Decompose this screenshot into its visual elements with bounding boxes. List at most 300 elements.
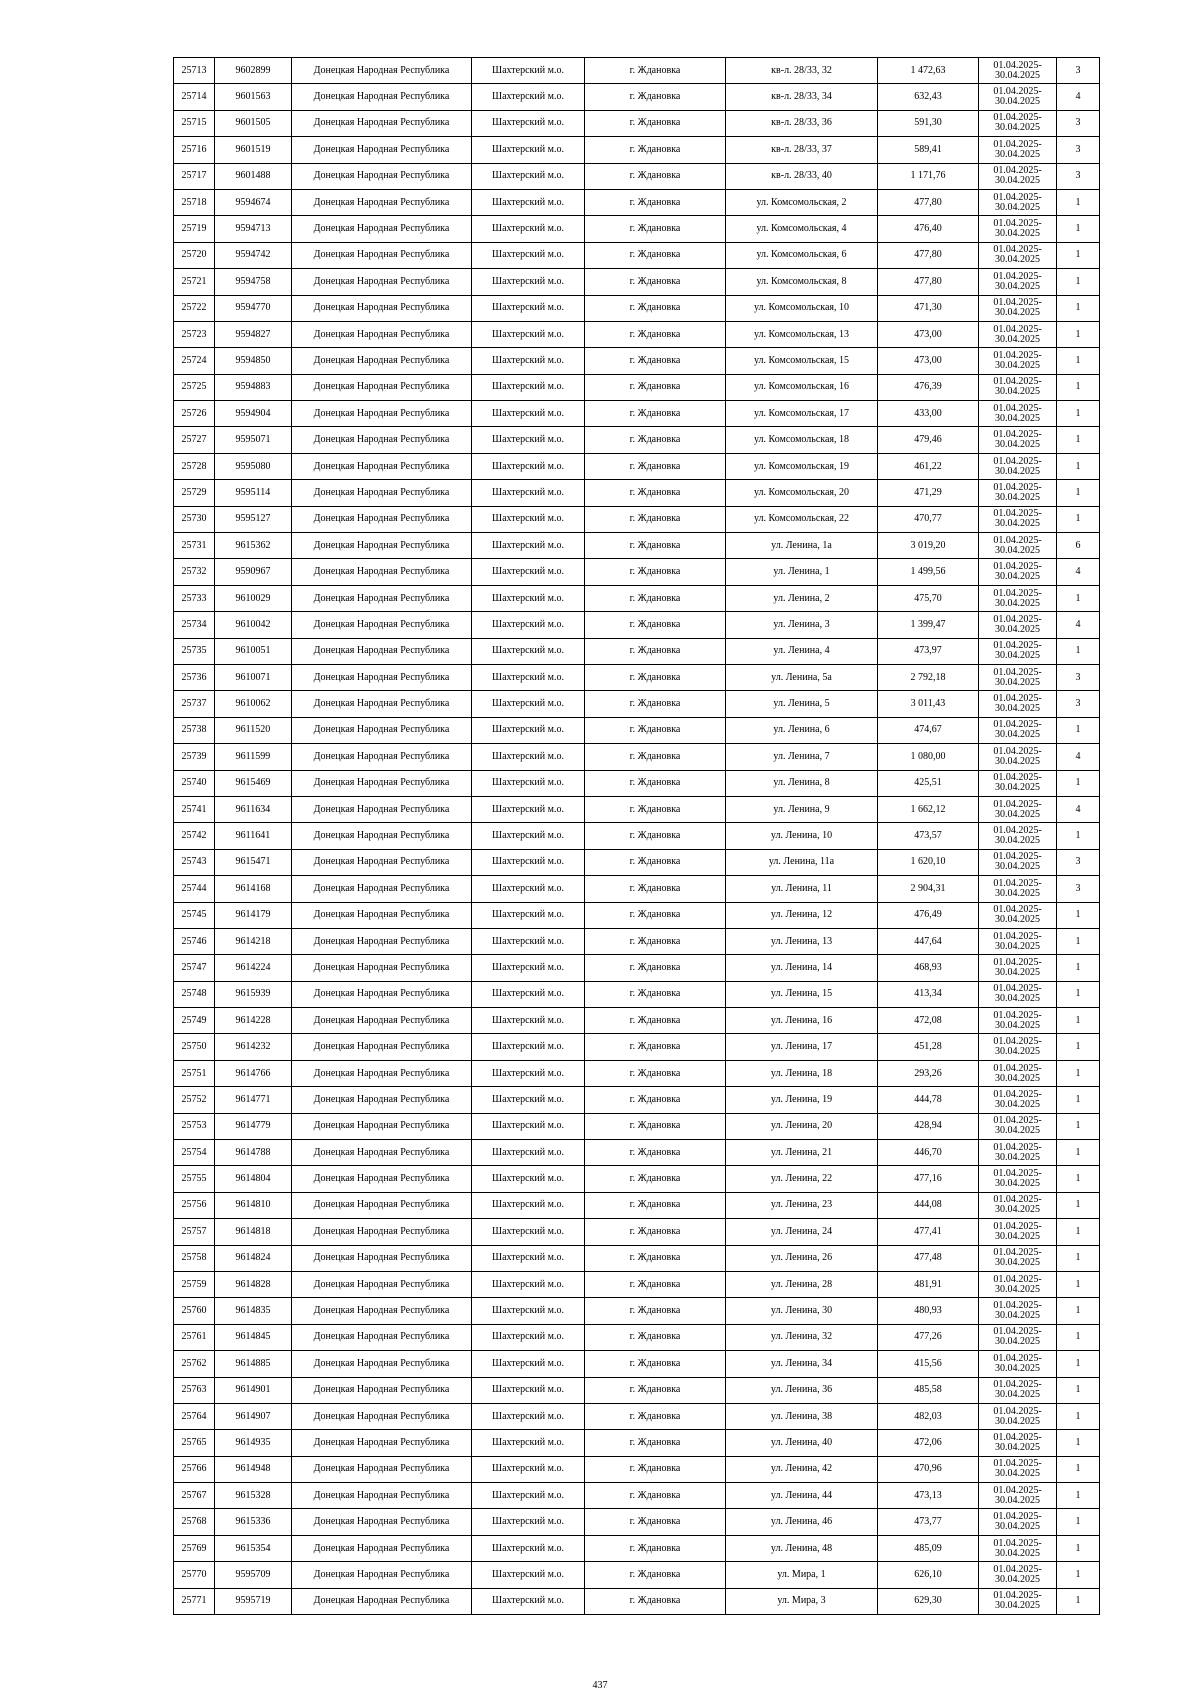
row-index-cell: 25720 (174, 242, 215, 268)
area-cell: 629,30 (878, 1588, 979, 1614)
row-index-cell: 25766 (174, 1456, 215, 1482)
count-cell: 1 (1057, 1192, 1100, 1218)
object-id-cell: 9594904 (215, 401, 292, 427)
count-cell: 1 (1057, 1060, 1100, 1086)
count-cell: 4 (1057, 84, 1100, 110)
count-cell: 1 (1057, 348, 1100, 374)
row-index-cell: 25768 (174, 1509, 215, 1535)
address-cell: кв-л. 28/33, 32 (726, 58, 878, 84)
city-cell: г. Ждановка (585, 585, 726, 611)
period-cell: 01.04.2025-30.04.2025 (979, 559, 1057, 585)
period-cell: 01.04.2025-30.04.2025 (979, 1113, 1057, 1139)
table-row (174, 664, 1100, 690)
region-cell: Донецкая Народная Республика (292, 480, 472, 506)
table-row (174, 1588, 1100, 1614)
region-cell: Донецкая Народная Республика (292, 189, 472, 215)
period-cell: 01.04.2025-30.04.2025 (979, 110, 1057, 136)
municipality-cell: Шахтерский м.о. (472, 585, 585, 611)
address-cell: ул. Ленина, 48 (726, 1535, 878, 1561)
period-cell: 01.04.2025-30.04.2025 (979, 427, 1057, 453)
area-cell: 1 171,76 (878, 163, 979, 189)
object-id-cell: 9615336 (215, 1509, 292, 1535)
object-id-cell: 9611634 (215, 796, 292, 822)
area-cell: 3 011,43 (878, 691, 979, 717)
object-id-cell: 9595709 (215, 1562, 292, 1588)
region-cell: Донецкая Народная Республика (292, 1245, 472, 1271)
city-cell: г. Ждановка (585, 1060, 726, 1086)
municipality-cell: Шахтерский м.о. (472, 612, 585, 638)
row-index-cell: 25727 (174, 427, 215, 453)
municipality-cell: Шахтерский м.о. (472, 84, 585, 110)
period-cell: 01.04.2025-30.04.2025 (979, 242, 1057, 268)
municipality-cell: Шахтерский м.о. (472, 110, 585, 136)
city-cell: г. Ждановка (585, 1509, 726, 1535)
object-id-cell: 9590967 (215, 559, 292, 585)
count-cell: 1 (1057, 506, 1100, 532)
address-cell: ул. Ленина, 1а (726, 533, 878, 559)
period-cell: 01.04.2025-30.04.2025 (979, 1403, 1057, 1429)
object-id-cell: 9594674 (215, 189, 292, 215)
region-cell: Донецкая Народная Республика (292, 506, 472, 532)
city-cell: г. Ждановка (585, 1588, 726, 1614)
area-cell: 473,97 (878, 638, 979, 664)
period-cell: 01.04.2025-30.04.2025 (979, 928, 1057, 954)
municipality-cell: Шахтерский м.о. (472, 823, 585, 849)
row-index-cell: 25750 (174, 1034, 215, 1060)
period-cell: 01.04.2025-30.04.2025 (979, 876, 1057, 902)
city-cell: г. Ждановка (585, 401, 726, 427)
period-cell: 01.04.2025-30.04.2025 (979, 137, 1057, 163)
table-row (174, 295, 1100, 321)
count-cell: 1 (1057, 717, 1100, 743)
address-cell: ул. Ленина, 10 (726, 823, 878, 849)
address-cell: ул. Комсомольская, 19 (726, 453, 878, 479)
object-id-cell: 9614232 (215, 1034, 292, 1060)
municipality-cell: Шахтерский м.о. (472, 453, 585, 479)
region-cell: Донецкая Народная Республика (292, 1403, 472, 1429)
address-cell: ул. Ленина, 42 (726, 1456, 878, 1482)
address-cell: ул. Ленина, 2 (726, 585, 878, 611)
table-row (174, 163, 1100, 189)
region-cell: Донецкая Народная Республика (292, 269, 472, 295)
count-cell: 3 (1057, 876, 1100, 902)
municipality-cell: Шахтерский м.о. (472, 242, 585, 268)
row-index-cell: 25771 (174, 1588, 215, 1614)
period-cell: 01.04.2025-30.04.2025 (979, 453, 1057, 479)
area-cell: 1 620,10 (878, 849, 979, 875)
city-cell: г. Ждановка (585, 1166, 726, 1192)
period-cell: 01.04.2025-30.04.2025 (979, 612, 1057, 638)
area-cell: 444,78 (878, 1087, 979, 1113)
table-row (174, 1008, 1100, 1034)
object-id-cell: 9614828 (215, 1271, 292, 1297)
area-cell: 474,67 (878, 717, 979, 743)
address-cell: ул. Ленина, 7 (726, 744, 878, 770)
row-index-cell: 25718 (174, 189, 215, 215)
count-cell: 1 (1057, 295, 1100, 321)
table-row (174, 1298, 1100, 1324)
city-cell: г. Ждановка (585, 1140, 726, 1166)
municipality-cell: Шахтерский м.о. (472, 559, 585, 585)
municipality-cell: Шахтерский м.о. (472, 1034, 585, 1060)
region-cell: Донецкая Народная Республика (292, 1509, 472, 1535)
object-id-cell: 9614885 (215, 1351, 292, 1377)
table-row (174, 137, 1100, 163)
table-row (174, 1509, 1100, 1535)
city-cell: г. Ждановка (585, 612, 726, 638)
table-row (174, 823, 1100, 849)
municipality-cell: Шахтерский м.о. (472, 1271, 585, 1297)
address-cell: ул. Ленина, 11а (726, 849, 878, 875)
region-cell: Донецкая Народная Республика (292, 849, 472, 875)
address-cell: ул. Комсомольская, 16 (726, 374, 878, 400)
city-cell: г. Ждановка (585, 849, 726, 875)
table-row (174, 189, 1100, 215)
row-index-cell: 25746 (174, 928, 215, 954)
city-cell: г. Ждановка (585, 1483, 726, 1509)
address-cell: ул. Комсомольская, 22 (726, 506, 878, 532)
city-cell: г. Ждановка (585, 506, 726, 532)
table-row (174, 902, 1100, 928)
row-index-cell: 25721 (174, 269, 215, 295)
address-cell: ул. Ленина, 13 (726, 928, 878, 954)
object-id-cell: 9614935 (215, 1430, 292, 1456)
object-id-cell: 9615469 (215, 770, 292, 796)
area-cell: 433,00 (878, 401, 979, 427)
municipality-cell: Шахтерский м.о. (472, 928, 585, 954)
region-cell: Донецкая Народная Республика (292, 1271, 472, 1297)
object-id-cell: 9614771 (215, 1087, 292, 1113)
object-id-cell: 9610071 (215, 664, 292, 690)
region-cell: Донецкая Народная Республика (292, 401, 472, 427)
count-cell: 1 (1057, 1113, 1100, 1139)
object-id-cell: 9614845 (215, 1324, 292, 1350)
table-row (174, 1140, 1100, 1166)
row-index-cell: 25749 (174, 1008, 215, 1034)
municipality-cell: Шахтерский м.о. (472, 295, 585, 321)
city-cell: г. Ждановка (585, 955, 726, 981)
city-cell: г. Ждановка (585, 533, 726, 559)
period-cell: 01.04.2025-30.04.2025 (979, 295, 1057, 321)
address-cell: ул. Ленина, 26 (726, 1245, 878, 1271)
period-cell: 01.04.2025-30.04.2025 (979, 796, 1057, 822)
region-cell: Донецкая Народная Республика (292, 453, 472, 479)
municipality-cell: Шахтерский м.о. (472, 1087, 585, 1113)
city-cell: г. Ждановка (585, 1351, 726, 1377)
table-row (174, 348, 1100, 374)
municipality-cell: Шахтерский м.о. (472, 269, 585, 295)
region-cell: Донецкая Народная Республика (292, 216, 472, 242)
period-cell: 01.04.2025-30.04.2025 (979, 1245, 1057, 1271)
table-row (174, 1219, 1100, 1245)
table-row (174, 849, 1100, 875)
area-cell: 1 080,00 (878, 744, 979, 770)
count-cell: 1 (1057, 823, 1100, 849)
table-row (174, 216, 1100, 242)
region-cell: Донецкая Народная Республика (292, 242, 472, 268)
row-index-cell: 25755 (174, 1166, 215, 1192)
table-row (174, 638, 1100, 664)
municipality-cell: Шахтерский м.о. (472, 480, 585, 506)
object-id-cell: 9614907 (215, 1403, 292, 1429)
period-cell: 01.04.2025-30.04.2025 (979, 1166, 1057, 1192)
region-cell: Донецкая Народная Республика (292, 321, 472, 347)
city-cell: г. Ждановка (585, 348, 726, 374)
count-cell: 3 (1057, 58, 1100, 84)
municipality-cell: Шахтерский м.о. (472, 348, 585, 374)
municipality-cell: Шахтерский м.о. (472, 1113, 585, 1139)
row-index-cell: 25757 (174, 1219, 215, 1245)
table-row (174, 242, 1100, 268)
address-cell: ул. Ленина, 28 (726, 1271, 878, 1297)
period-cell: 01.04.2025-30.04.2025 (979, 1456, 1057, 1482)
area-cell: 415,56 (878, 1351, 979, 1377)
row-index-cell: 25731 (174, 533, 215, 559)
city-cell: г. Ждановка (585, 981, 726, 1007)
municipality-cell: Шахтерский м.о. (472, 849, 585, 875)
area-cell: 475,70 (878, 585, 979, 611)
city-cell: г. Ждановка (585, 216, 726, 242)
count-cell: 1 (1057, 1298, 1100, 1324)
period-cell: 01.04.2025-30.04.2025 (979, 1509, 1057, 1535)
municipality-cell: Шахтерский м.о. (472, 717, 585, 743)
region-cell: Донецкая Народная Республика (292, 110, 472, 136)
area-cell: 293,26 (878, 1060, 979, 1086)
address-cell: ул. Мира, 1 (726, 1562, 878, 1588)
count-cell: 1 (1057, 1483, 1100, 1509)
object-id-cell: 9610042 (215, 612, 292, 638)
address-cell: ул. Комсомольская, 15 (726, 348, 878, 374)
count-cell: 4 (1057, 612, 1100, 638)
count-cell: 1 (1057, 427, 1100, 453)
municipality-cell: Шахтерский м.о. (472, 1509, 585, 1535)
address-cell: ул. Комсомольская, 10 (726, 295, 878, 321)
region-cell: Донецкая Народная Республика (292, 295, 472, 321)
table-row (174, 374, 1100, 400)
address-cell: ул. Ленина, 22 (726, 1166, 878, 1192)
period-cell: 01.04.2025-30.04.2025 (979, 1087, 1057, 1113)
row-index-cell: 25717 (174, 163, 215, 189)
area-cell: 468,93 (878, 955, 979, 981)
area-cell: 477,41 (878, 1219, 979, 1245)
row-index-cell: 25752 (174, 1087, 215, 1113)
region-cell: Донецкая Народная Республика (292, 1456, 472, 1482)
object-id-cell: 9594883 (215, 374, 292, 400)
area-cell: 1 499,56 (878, 559, 979, 585)
region-cell: Донецкая Народная Республика (292, 1192, 472, 1218)
municipality-cell: Шахтерский м.о. (472, 533, 585, 559)
region-cell: Донецкая Народная Республика (292, 612, 472, 638)
table-row (174, 401, 1100, 427)
object-id-cell: 9614766 (215, 1060, 292, 1086)
row-index-cell: 25764 (174, 1403, 215, 1429)
period-cell: 01.04.2025-30.04.2025 (979, 638, 1057, 664)
region-cell: Донецкая Народная Республика (292, 664, 472, 690)
city-cell: г. Ждановка (585, 823, 726, 849)
area-cell: 477,26 (878, 1324, 979, 1350)
row-index-cell: 25751 (174, 1060, 215, 1086)
period-cell: 01.04.2025-30.04.2025 (979, 374, 1057, 400)
count-cell: 1 (1057, 981, 1100, 1007)
city-cell: г. Ждановка (585, 796, 726, 822)
period-cell: 01.04.2025-30.04.2025 (979, 1192, 1057, 1218)
period-cell: 01.04.2025-30.04.2025 (979, 1008, 1057, 1034)
area-cell: 428,94 (878, 1113, 979, 1139)
region-cell: Донецкая Народная Республика (292, 1087, 472, 1113)
period-cell: 01.04.2025-30.04.2025 (979, 58, 1057, 84)
region-cell: Донецкая Народная Республика (292, 1034, 472, 1060)
period-cell: 01.04.2025-30.04.2025 (979, 823, 1057, 849)
table-row (174, 1192, 1100, 1218)
address-cell: ул. Ленина, 15 (726, 981, 878, 1007)
table-row (174, 321, 1100, 347)
area-cell: 479,46 (878, 427, 979, 453)
row-index-cell: 25729 (174, 480, 215, 506)
city-cell: г. Ждановка (585, 559, 726, 585)
area-cell: 473,57 (878, 823, 979, 849)
object-id-cell: 9614901 (215, 1377, 292, 1403)
table-row (174, 770, 1100, 796)
municipality-cell: Шахтерский м.о. (472, 1298, 585, 1324)
row-index-cell: 25736 (174, 664, 215, 690)
table-row (174, 1324, 1100, 1350)
area-cell: 473,13 (878, 1483, 979, 1509)
object-id-cell: 9595080 (215, 453, 292, 479)
table-row (174, 612, 1100, 638)
city-cell: г. Ждановка (585, 269, 726, 295)
count-cell: 1 (1057, 1351, 1100, 1377)
object-id-cell: 9594850 (215, 348, 292, 374)
row-index-cell: 25722 (174, 295, 215, 321)
address-cell: ул. Ленина, 20 (726, 1113, 878, 1139)
region-cell: Донецкая Народная Республика (292, 1060, 472, 1086)
object-id-cell: 9594827 (215, 321, 292, 347)
period-cell: 01.04.2025-30.04.2025 (979, 849, 1057, 875)
city-cell: г. Ждановка (585, 137, 726, 163)
table-row (174, 110, 1100, 136)
row-index-cell: 25738 (174, 717, 215, 743)
period-cell: 01.04.2025-30.04.2025 (979, 1034, 1057, 1060)
object-id-cell: 9615354 (215, 1535, 292, 1561)
period-cell: 01.04.2025-30.04.2025 (979, 189, 1057, 215)
table-row (174, 480, 1100, 506)
city-cell: г. Ждановка (585, 717, 726, 743)
period-cell: 01.04.2025-30.04.2025 (979, 1271, 1057, 1297)
address-cell: кв-л. 28/33, 40 (726, 163, 878, 189)
address-cell: ул. Ленина, 44 (726, 1483, 878, 1509)
area-cell: 485,09 (878, 1535, 979, 1561)
city-cell: г. Ждановка (585, 691, 726, 717)
city-cell: г. Ждановка (585, 163, 726, 189)
municipality-cell: Шахтерский м.о. (472, 664, 585, 690)
region-cell: Донецкая Народная Республика (292, 1298, 472, 1324)
period-cell: 01.04.2025-30.04.2025 (979, 1562, 1057, 1588)
city-cell: г. Ждановка (585, 1298, 726, 1324)
table-row (174, 1113, 1100, 1139)
address-cell: ул. Ленина, 24 (726, 1219, 878, 1245)
count-cell: 1 (1057, 638, 1100, 664)
area-cell: 473,00 (878, 348, 979, 374)
row-index-cell: 25765 (174, 1430, 215, 1456)
address-cell: ул. Комсомольская, 6 (726, 242, 878, 268)
area-cell: 485,58 (878, 1377, 979, 1403)
object-id-cell: 9595114 (215, 480, 292, 506)
count-cell: 1 (1057, 189, 1100, 215)
row-index-cell: 25743 (174, 849, 215, 875)
row-index-cell: 25759 (174, 1271, 215, 1297)
count-cell: 1 (1057, 1535, 1100, 1561)
region-cell: Донецкая Народная Республика (292, 796, 472, 822)
table-row (174, 1377, 1100, 1403)
count-cell: 1 (1057, 1219, 1100, 1245)
municipality-cell: Шахтерский м.о. (472, 163, 585, 189)
area-cell: 477,80 (878, 269, 979, 295)
region-cell: Донецкая Народная Республика (292, 876, 472, 902)
region-cell: Донецкая Народная Республика (292, 823, 472, 849)
city-cell: г. Ждановка (585, 1324, 726, 1350)
period-cell: 01.04.2025-30.04.2025 (979, 1324, 1057, 1350)
table-row (174, 269, 1100, 295)
area-cell: 451,28 (878, 1034, 979, 1060)
count-cell: 1 (1057, 1403, 1100, 1429)
table-row (174, 1456, 1100, 1482)
area-cell: 472,08 (878, 1008, 979, 1034)
object-id-cell: 9601505 (215, 110, 292, 136)
region-cell: Донецкая Народная Республика (292, 1377, 472, 1403)
object-id-cell: 9614788 (215, 1140, 292, 1166)
area-cell: 481,91 (878, 1271, 979, 1297)
table-row (174, 1245, 1100, 1271)
region-cell: Донецкая Народная Республика (292, 585, 472, 611)
address-cell: ул. Ленина, 30 (726, 1298, 878, 1324)
period-cell: 01.04.2025-30.04.2025 (979, 1219, 1057, 1245)
municipality-cell: Шахтерский м.о. (472, 770, 585, 796)
row-index-cell: 25726 (174, 401, 215, 427)
row-index-cell: 25767 (174, 1483, 215, 1509)
count-cell: 1 (1057, 242, 1100, 268)
count-cell: 1 (1057, 1456, 1100, 1482)
object-id-cell: 9615471 (215, 849, 292, 875)
count-cell: 1 (1057, 1324, 1100, 1350)
row-index-cell: 25742 (174, 823, 215, 849)
period-cell: 01.04.2025-30.04.2025 (979, 533, 1057, 559)
row-index-cell: 25737 (174, 691, 215, 717)
address-cell: ул. Ленина, 16 (726, 1008, 878, 1034)
count-cell: 1 (1057, 1166, 1100, 1192)
address-cell: ул. Ленина, 1 (726, 559, 878, 585)
region-cell: Донецкая Народная Республика (292, 1140, 472, 1166)
object-id-cell: 9610029 (215, 585, 292, 611)
municipality-cell: Шахтерский м.о. (472, 1403, 585, 1429)
count-cell: 3 (1057, 137, 1100, 163)
address-cell: ул. Ленина, 38 (726, 1403, 878, 1429)
row-index-cell: 25723 (174, 321, 215, 347)
object-id-cell: 9614224 (215, 955, 292, 981)
count-cell: 1 (1057, 321, 1100, 347)
city-cell: г. Ждановка (585, 58, 726, 84)
address-cell: ул. Комсомольская, 8 (726, 269, 878, 295)
municipality-cell: Шахтерский м.о. (472, 1060, 585, 1086)
count-cell: 1 (1057, 1562, 1100, 1588)
region-cell: Донецкая Народная Республика (292, 717, 472, 743)
row-index-cell: 25761 (174, 1324, 215, 1350)
period-cell: 01.04.2025-30.04.2025 (979, 955, 1057, 981)
table-row (174, 1403, 1100, 1429)
region-cell: Донецкая Народная Республика (292, 163, 472, 189)
page-number: 437 (592, 1680, 608, 1691)
city-cell: г. Ждановка (585, 453, 726, 479)
table-row (174, 1430, 1100, 1456)
